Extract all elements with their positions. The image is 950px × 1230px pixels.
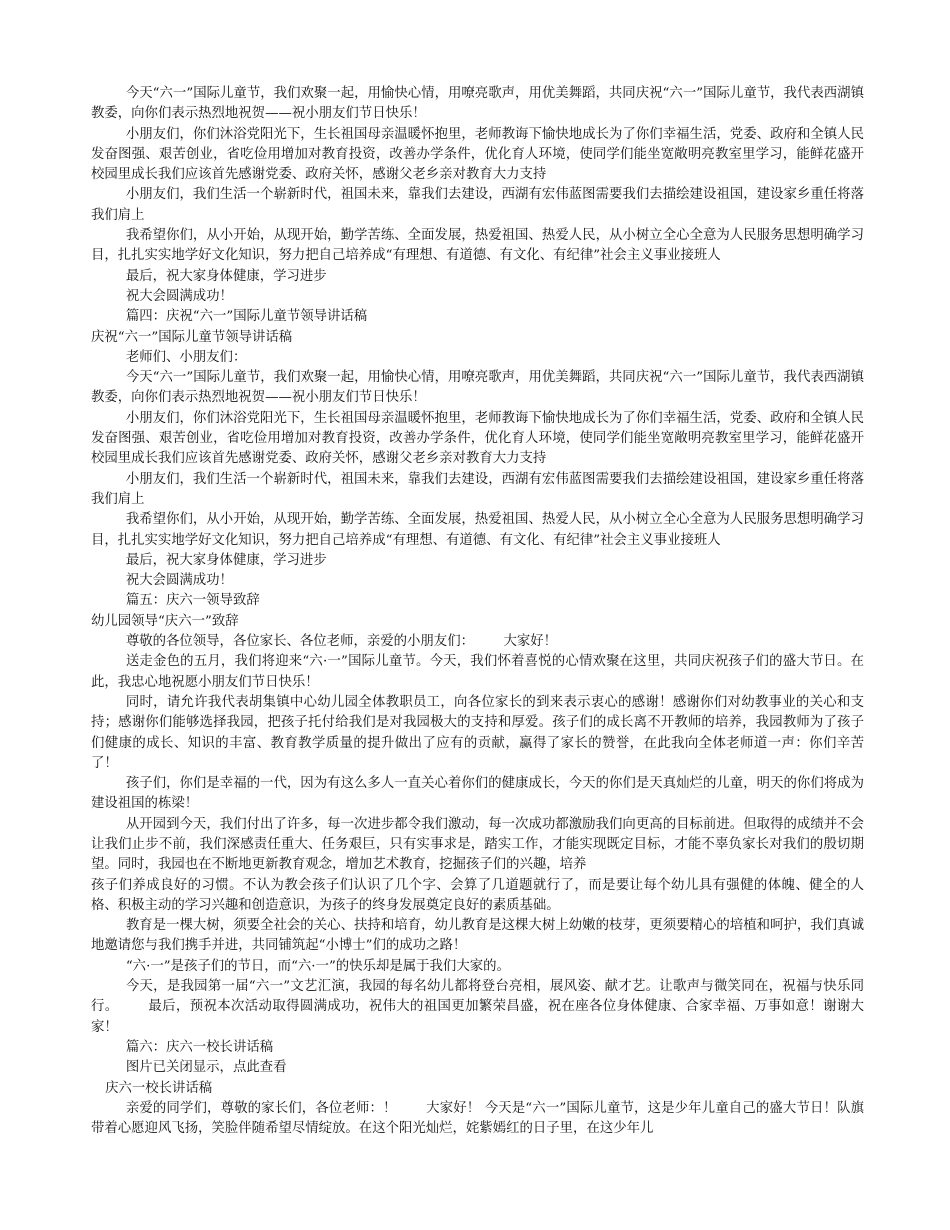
paragraph-text: 小朋友们，你们沐浴党阳光下，生长祖国母亲温暖怀抱里，老师教诲下愉快地成长为了你们幸福生活，党委、政府和全镇人民发奋图强、艰苦创业，省吃俭用增加对教育投资，改善办学条件，优化育人环境，使同学们能坐宽敞明亮教室里学习，能鲜花盛开校园里成长我们应该首先感谢党委、政府关怀，感谢父老乡亲对教育大力支持 — [91, 410, 864, 467]
paragraph-text: 从开园到今天，我们付出了许多，每一次进步都令我们激动，每一次成功都激励我们向更高的目标前进。但取得的成绩并不会让我们止步不前，我们深感责任重大、任务艰巨，只有实事求是，踏实工作，才能实现既定目标，才能不辜负家长对我们的殷切期望。同时，我园也在不断地更新教育观念，增加艺术教育，挖掘孩子们的兴趣，培养 — [91, 816, 864, 873]
paragraph — [91, 693, 864, 774]
paragraph — [91, 409, 864, 470]
paragraph — [91, 287, 864, 307]
paragraph — [91, 632, 864, 652]
paragraph — [91, 652, 864, 693]
paragraph — [91, 307, 864, 327]
paragraph-text: 亲爱的同学们，尊敬的家长们，各位老师：！ — [125, 1100, 397, 1116]
paragraph — [91, 1058, 864, 1078]
paragraph-tail-text: 最后，预祝本次活动取得圆满成功，祝伟大的祖国更加繁荣昌盛，祝在座各位身体健康、合家幸福、万事如意！谢谢大家！ — [91, 999, 865, 1035]
paragraph-text: 送走金色的五月，我们将迎来“六·一”国际儿童节。今天，我们怀着喜悦的心情欢聚在这里，共同庆祝孩子们的盛大节日。在此，我忠心地祝愿小朋友们节日快乐！ — [91, 654, 864, 690]
paragraph — [91, 815, 864, 876]
paragraph — [91, 1099, 864, 1140]
paragraph — [91, 368, 864, 409]
paragraph — [91, 916, 864, 957]
paragraph — [91, 510, 864, 551]
paragraph — [91, 876, 864, 917]
paragraph — [91, 348, 864, 368]
paragraph-text: 祝大会圆满成功！ — [125, 573, 233, 589]
paragraph-text: 最后，祝大家身体健康，学习进步 — [125, 268, 327, 284]
paragraph-text: 小朋友们，你们沐浴党阳光下，生长祖国母亲温暖怀抱里，老师教诲下愉快地成长为了你们幸福生活，党委、政府和全镇人民发奋图强、艰苦创业，省吃俭用增加对教育投资，改善办学条件，优化育人环境，使同学们能坐宽敞明亮教室里学习，能鲜花盛开校园里成长我们应该首先感谢党委、政府关怀，感谢父老乡亲对教育大力支持 — [91, 126, 864, 183]
paragraph-text: 小朋友们，我们生活一个崭新时代，祖国未来，靠我们去建设，西湖有宏伟蓝图需要我们去描绘建设祖国，建设家乡重任将落我们肩上 — [91, 471, 864, 507]
paragraph — [91, 957, 864, 977]
paragraph-text: 庆六一校长讲话稿 — [105, 1080, 213, 1096]
paragraph-text: 祝大会圆满成功！ — [125, 288, 233, 304]
paragraph-text: 同时，请允许我代表胡集镇中心幼儿园全体教职员工，向各位家长的到来表示衷心的感谢！感谢你们对幼教事业的关心和支持；感谢你们能够选择我园，把孩子托付给我们是对我园极大的支持和厚爱。孩子们的成长离不开教师的培养，我园教师为了孩子们健康的成长、知识的丰富、教育教学质量的提升做出了应有的贡献，赢得了家长的赞誉，在此我向全体老师道一声：你们辛苦了！ — [91, 694, 864, 771]
paragraph-text: 我希望你们，从小开始，从现开始，勤学苦练、全面发展，热爱祖国、热爱人民，从小树立全心全意为人民服务思想明确学习目，扎扎实实地学好文化知识，努力把自己培养成“有理想、有道德、有文化、有纪律”社会主义事业接班人 — [91, 228, 864, 264]
paragraph-text: 小朋友们，我们生活一个崭新时代，祖国未来，靠我们去建设，西湖有宏伟蓝图需要我们去描绘建设祖国，建设家乡重任将落我们肩上 — [91, 187, 864, 223]
paragraph-text: 篇四：庆祝“六一”国际儿童节领导讲话稿 — [125, 309, 368, 325]
paragraph-text: 今天“六一”国际儿童节，我们欢聚一起，用愉快心情，用嘹亮歌声，用优美舞蹈，共同庆祝“六一”国际儿童节，我代表西湖镇教委，向你们表示热烈地祝贺——祝小朋友们节日快乐！ — [91, 370, 864, 406]
paragraph — [91, 1079, 864, 1099]
paragraph-text: 孩子们，你们是幸福的一代，因为有这么多人一直关心着你们的健康成长，今天的你们是天真灿烂的儿童，明天的你们将成为建设祖国的栋梁！ — [91, 776, 864, 812]
paragraph — [91, 267, 864, 287]
paragraph-text: 今天，是我园第一届“六一”文艺汇演，我园的每名幼儿都将登台亮相，展风姿、献才艺。让歌声与微笑同在，祝福与快乐同行。 — [91, 979, 864, 1015]
paragraph-text: 我希望你们，从小开始，从现开始，勤学苦练、全面发展，热爱祖国、热爱人民，从小树立全心全意为人民服务思想明确学习目，扎扎实实地学好文化知识，努力把自己培养成“有理想、有道德、有文化、有纪律”社会主义事业接班人 — [91, 512, 864, 548]
paragraph-text: 庆祝“六一”国际儿童节领导讲话稿 — [91, 329, 293, 345]
paragraph-text: 篇六：庆六一校长讲话稿 — [125, 1039, 274, 1055]
paragraph — [91, 470, 864, 511]
paragraph-tail-text: 大家好！ 今天是“六一”国际儿童节，这是少年儿童自己的盛大节日！队旗带着心愿迎风飞扬，笑脸伴随希望尽情绽放。在这个阳光灿烂，姹紫嫣红的日子里，在这少年儿 — [91, 1100, 864, 1137]
paragraph — [91, 125, 864, 186]
paragraph-tail-text: 大家好！ — [503, 634, 558, 650]
paragraph — [91, 571, 864, 591]
paragraph — [91, 612, 864, 632]
paragraph-text: 图片已关闭显示，点此查看 — [125, 1060, 287, 1076]
paragraph-text: 篇五：庆六一领导致辞 — [125, 593, 260, 609]
paragraph-text: 今天“六一”国际儿童节，我们欢聚一起，用愉快心情，用嘹亮歌声，用优美舞蹈，共同庆祝“六一”国际儿童节，我代表西湖镇教委，向你们表示热烈地祝贺——祝小朋友们节日快乐！ — [91, 86, 864, 122]
paragraph — [91, 591, 864, 611]
paragraph — [91, 328, 864, 348]
paragraph — [91, 226, 864, 267]
paragraph — [91, 1038, 864, 1058]
paragraph-text: 最后，祝大家身体健康，学习进步 — [125, 552, 327, 568]
paragraph-text: 尊敬的各位领导，各位家长、各位老师，亲爱的小朋友们： — [125, 634, 474, 650]
paragraph — [91, 977, 864, 1038]
paragraph-text: 幼儿园领导“庆六一”致辞 — [91, 613, 239, 629]
paragraph-text: 老师们、小朋友们： — [125, 349, 247, 365]
paragraph-text: “六·一”是孩子们的节日，而“六·一”的快乐却是属于我们大家的。 — [125, 958, 510, 974]
paragraph-text: 孩子们养成良好的习惯。不认为教会孩子们认识了几个字、会算了几道题就行了，而是要让每个幼儿具有强健的体魄、健全的人格、积极主动的学习兴趣和创造意识，为孩子的终身发展奠定良好的素质基础。 — [91, 877, 864, 913]
paragraph-text: 教育是一棵大树，须要全社会的关心、扶持和培育，幼儿教育是这棵大树上幼嫩的枝芽，更须要精心的培植和呵护，我们真诚地邀请您与我们携手并进，共同铺筑起“小博士”们的成功之路！ — [91, 918, 864, 954]
paragraph — [91, 774, 864, 815]
paragraph — [91, 185, 864, 226]
paragraph — [91, 551, 864, 571]
paragraph — [91, 84, 864, 125]
